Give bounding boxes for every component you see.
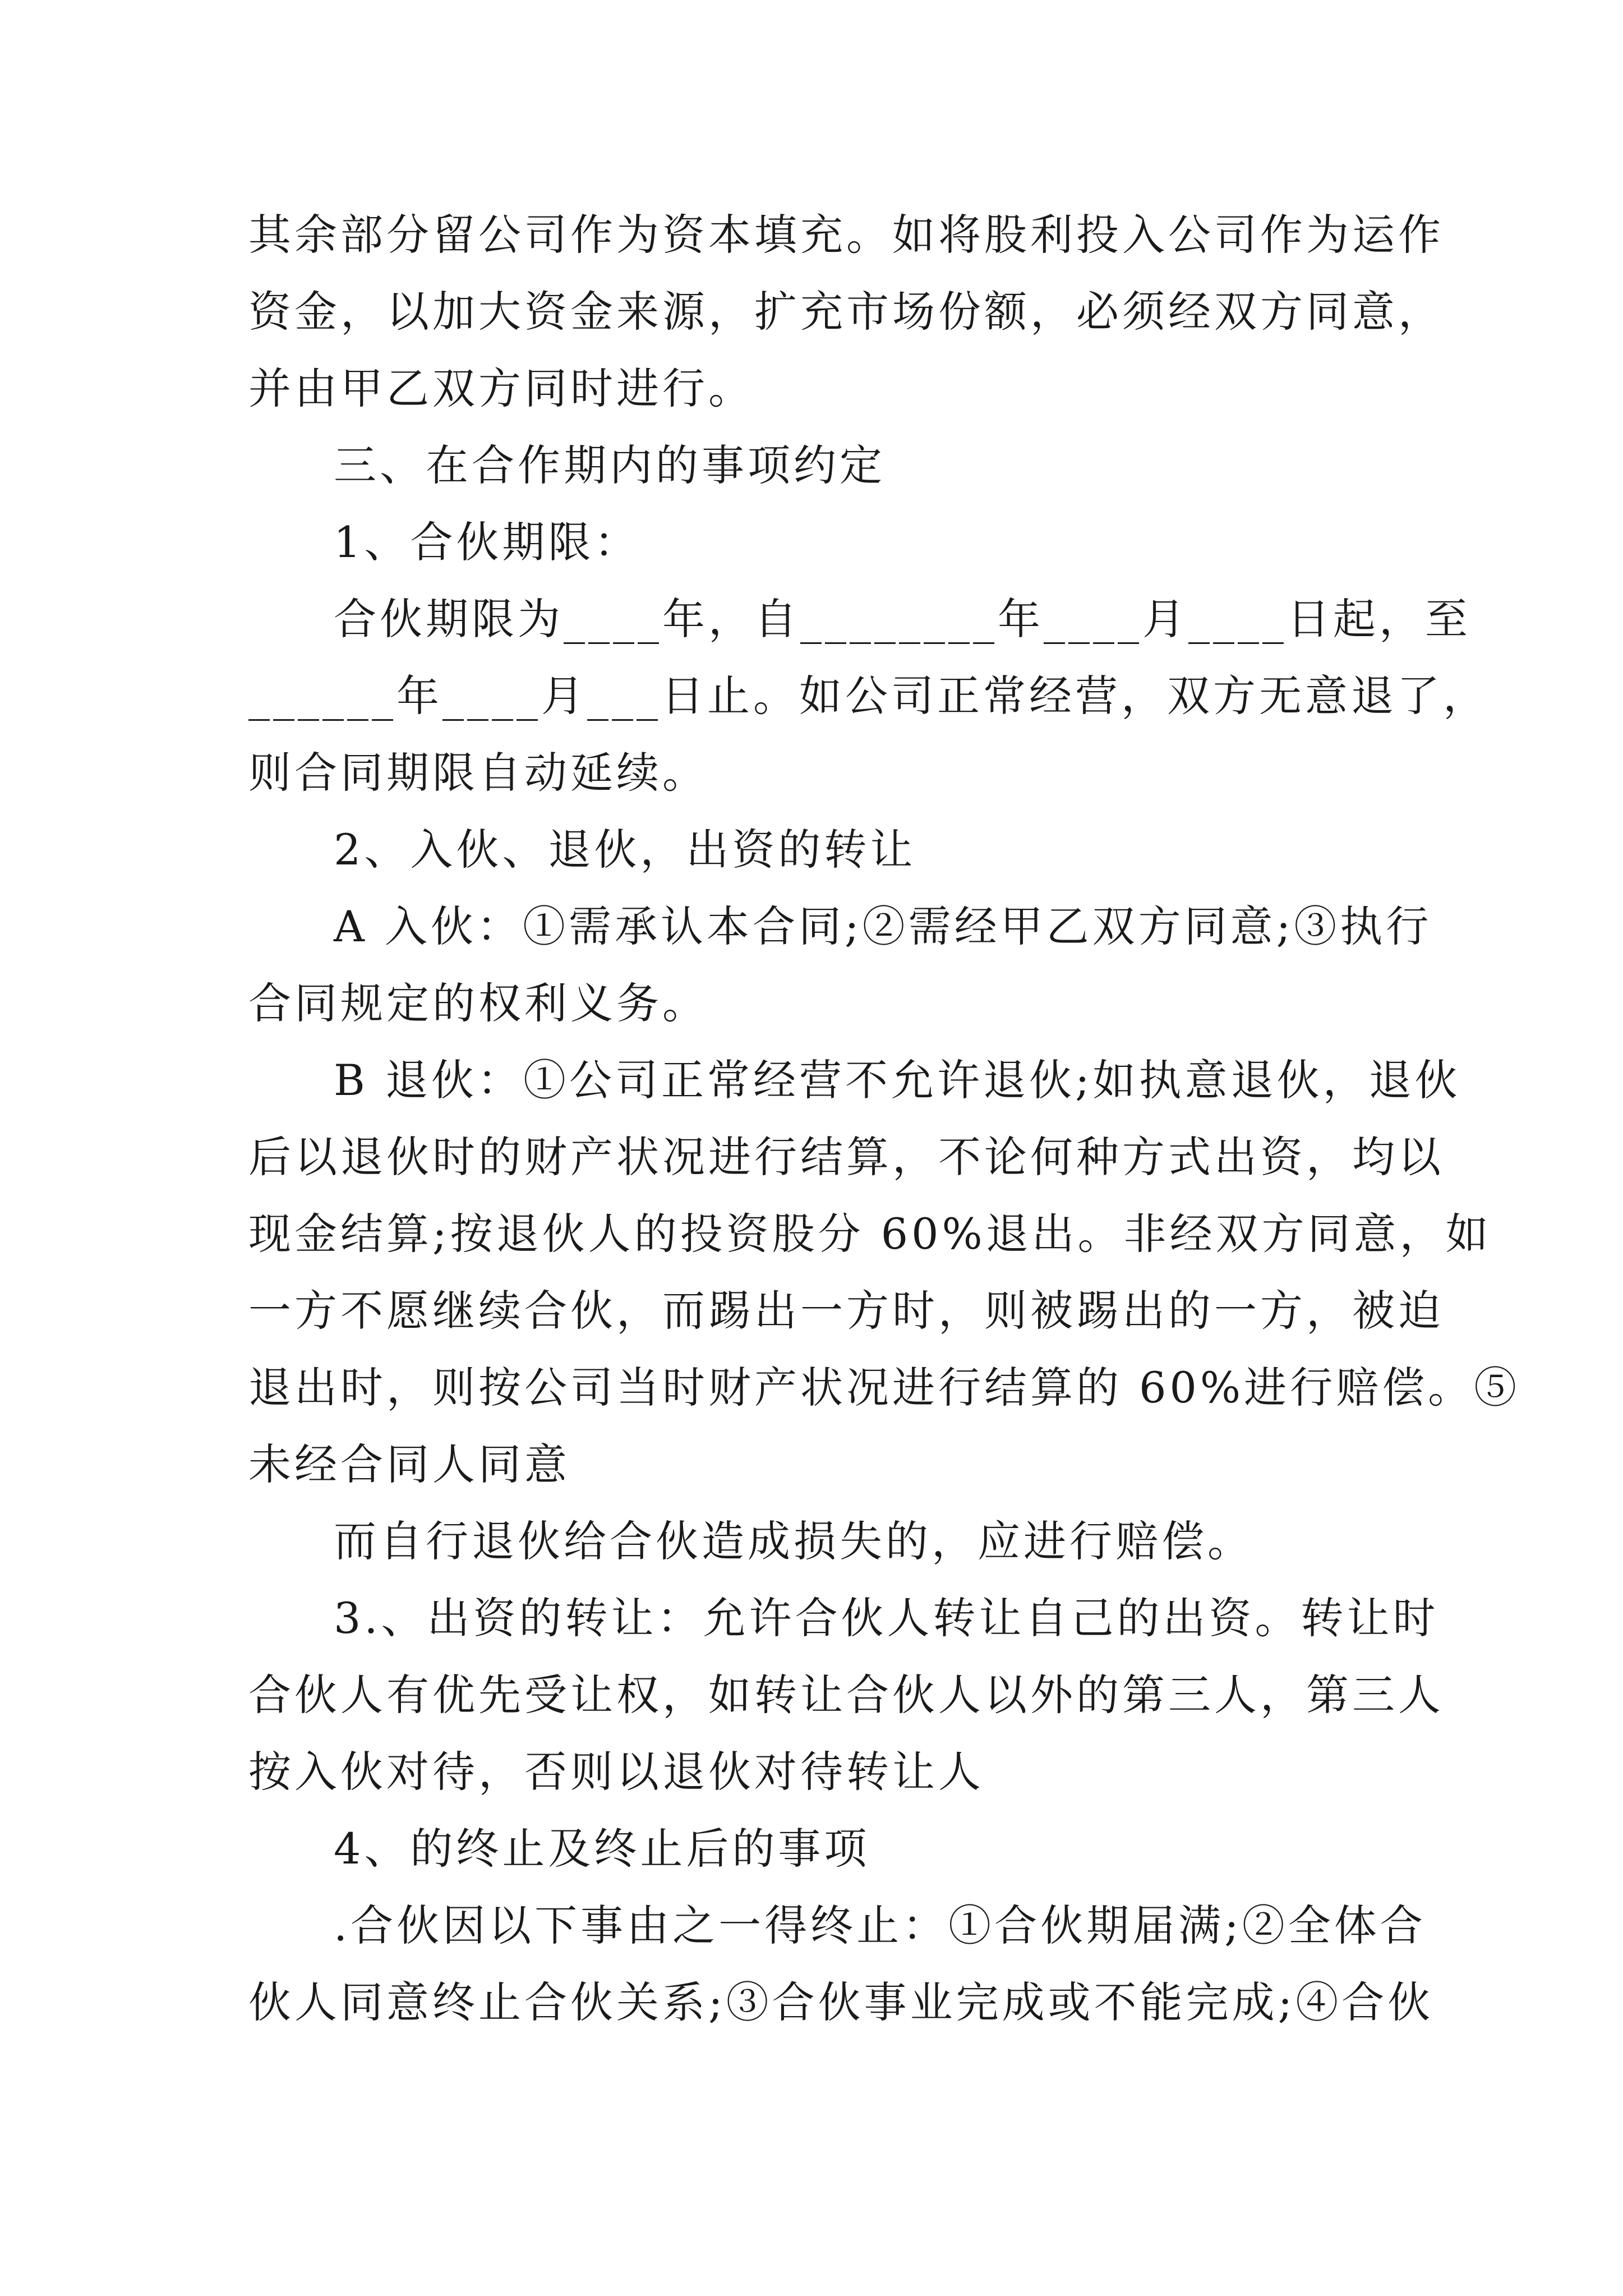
paragraph-line: A 入伙：①需承认本合同;②需经甲乙双方同意;③执行: [334, 901, 1432, 951]
clause-heading: 2、入伙、退伙，出资的转让: [334, 825, 916, 875]
paragraph-line: 合同规定的权利义务。: [248, 978, 708, 1028]
paragraph-line: .合伙因以下事由之一得终止：①合伙期届满;②全体合: [334, 1901, 1426, 1950]
paragraph-line: 按入伙对待，否则以退伙对待转让人: [248, 1747, 984, 1797]
paragraph-line: 资金，以加大资金来源，扩充市场份额，必须经双方同意，: [248, 287, 1444, 337]
document-body: [248, 196, 1520, 2041]
paragraph-line: 并由甲乙双方同时进行。: [248, 364, 754, 413]
clause-heading: 3.、出资的转让：允许合伙人转让自己的出资。转让时: [334, 1593, 1439, 1643]
paragraph-line: 合伙人有优先受让权，如转让合伙人以外的第三人，第三人: [248, 1670, 1444, 1720]
paragraph-line: 伙人同意终止合伙关系;③合伙事业完成或不能完成;④合伙: [248, 1977, 1434, 2027]
paragraph-line: 合伙期限为____年，自________年____月____日起，至: [334, 594, 1471, 644]
clause-heading: 1、合伙期限：: [334, 517, 640, 567]
paragraph-line: 后以退伙时的财产状况进行结算，不论何种方式出资，均以: [248, 1132, 1444, 1182]
paragraph-line: 退出时，则按公司当时财产状况进行结算的 60%进行赔偿。⑤: [248, 1363, 1520, 1412]
paragraph-line: 现金结算;按退伙人的投资股分 60%退出。非经双方同意，如: [248, 1209, 1492, 1259]
paragraph-line: 则合同期限自动延续。: [248, 748, 708, 798]
paragraph-line: 其余部分留公司作为资本填充。如将股利投入公司作为运作: [248, 210, 1444, 260]
paragraph-line: 而自行退伙给合伙造成损失的，应进行赔偿。: [334, 1516, 1253, 1566]
paragraph-line: 一方不愿继续合伙，而踢出一方时，则被踢出的一方，被迫: [248, 1286, 1444, 1336]
paragraph-line: ______年____月___日止。如公司正常经营，双方无意退了，: [248, 671, 1489, 721]
paragraph-line: 未经合同人同意: [248, 1439, 570, 1489]
clause-heading: 4、的终止及终止后的事项: [334, 1824, 870, 1874]
paragraph-line: B 退伙：①公司正常经营不允许退伙;如执意退伙，退伙: [334, 1055, 1461, 1105]
section-heading: 三、在合作期内的事项约定: [334, 440, 886, 490]
